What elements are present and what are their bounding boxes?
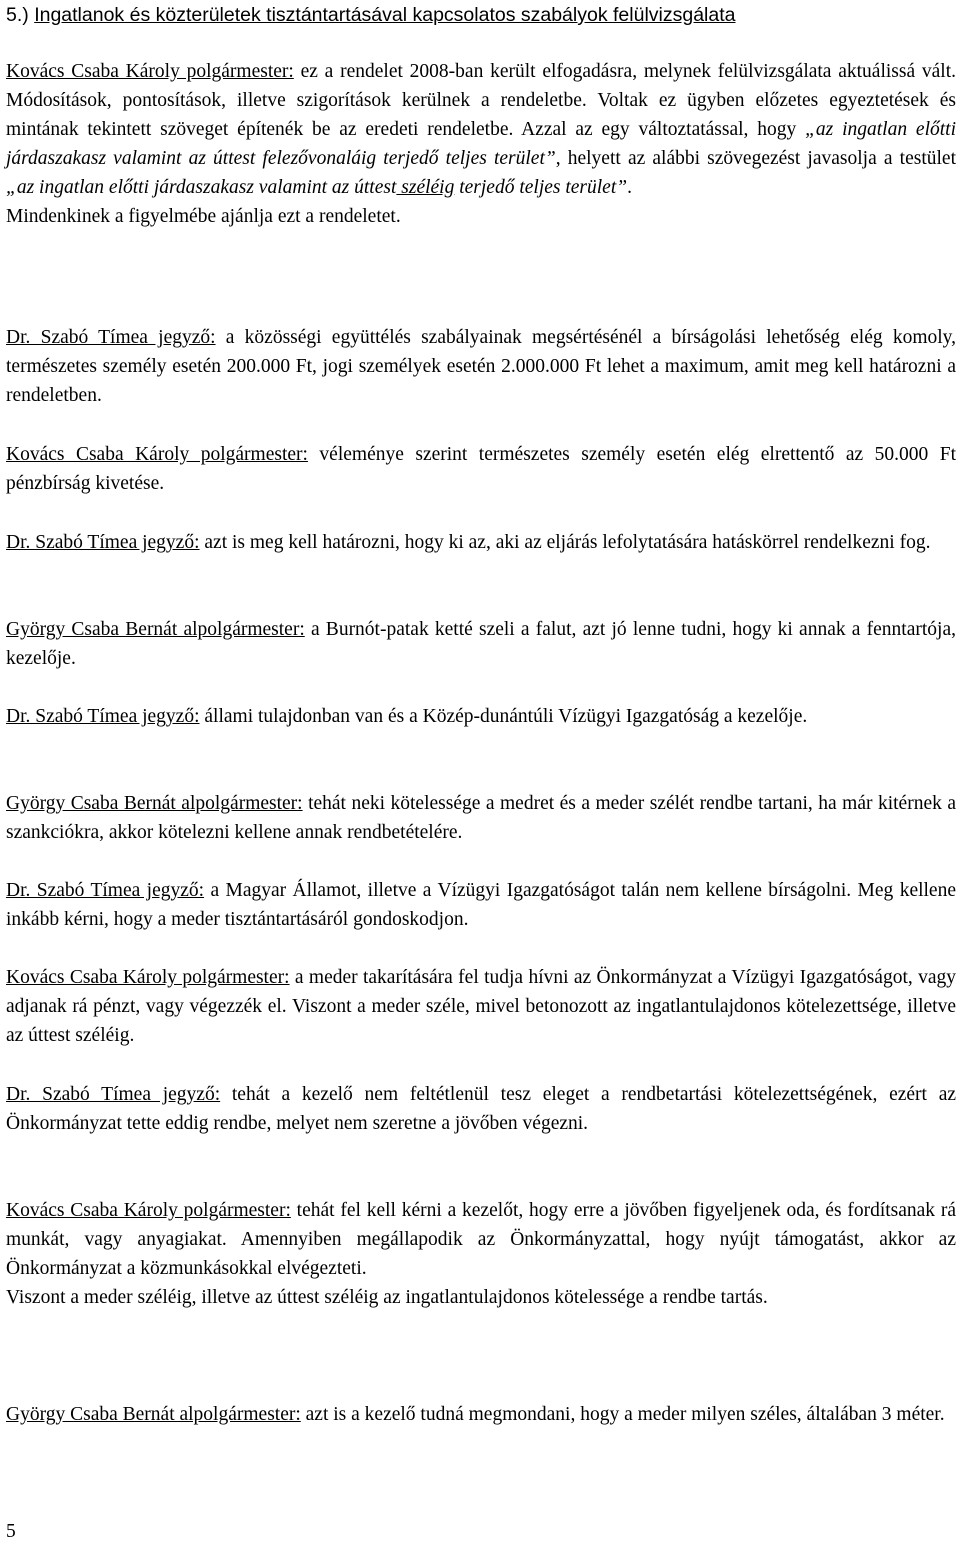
paragraph-6 [6, 702, 956, 731]
quote-proposed-emphasis: széléig [396, 177, 455, 198]
paragraph-5 [6, 615, 956, 673]
speaker-label: Kovács Csaba Károly polgármester: [6, 1200, 291, 1221]
paragraph-8 [6, 876, 956, 934]
quote-proposed-text: „az ingatlan előtti járdaszakasz valamint az úttest [6, 177, 397, 198]
speaker-label: György Csaba Bernát alpolgármester: [6, 619, 305, 640]
speaker-label: Dr. Szabó Tímea jegyző: [6, 706, 200, 727]
speaker-label: György Csaba Bernát alpolgármester: [6, 793, 303, 814]
paragraph-12 [6, 1400, 956, 1429]
section-heading [6, 2, 956, 28]
page-number: 5 [6, 1521, 16, 1542]
speaker-label: Kovács Csaba Károly polgármester: [6, 967, 290, 988]
paragraph-text: állami tulajdonban van és a Közép-dunántúli Vízügyi Igazgatóság a kezelője. [204, 706, 808, 727]
paragraph-text: tehát fel kell kérni a kezelőt, hogy erre a jövőben figyeljenek oda, és fordítsanak rá munkát, vagy anyagiakat. Amennyiben megállapodik az Önkormányzattal, hogy nyújt támogatást, akkor az Önkormányzat a közmunkásokkal elvégezteti. [6, 1200, 956, 1279]
section-number: 5.) [6, 4, 29, 26]
paragraph-text: Viszont a meder széléig, illetve az úttest széléig az ingatlantulajdonos kötelessége a rendbe tartás. [6, 1287, 768, 1308]
paragraph-text: azt is meg kell határozni, hogy ki az, aki az eljárás lefolytatására hatáskörrel rendelkezni fog. [204, 532, 931, 553]
paragraph-text: véleménye szerint természetes személy esetén elég elrettentő az 50.000 Ft pénzbírság kivetése. [6, 444, 957, 494]
paragraph-4 [6, 528, 956, 557]
speaker-label: Dr. Szabó Tímea jegyző: [6, 327, 216, 348]
paragraph-1 [6, 57, 956, 231]
section-title: Ingatlanok és közterületek tisztántartásával kapcsolatos szabályok felülvizsgálata [34, 4, 736, 26]
paragraph-text: a Burnót-patak ketté szeli a falut, azt jó lenne tudni, hogy ki annak a fenntartója, kezelője. [6, 619, 956, 669]
speaker-label: Dr. Szabó Tímea jegyző: [6, 880, 205, 901]
paragraph-text: , helyett az alábbi szövegezést javasolja a testület [555, 148, 956, 169]
paragraph-text: Mindenkinek a figyelmébe ajánlja ezt a rendeletet. [6, 206, 401, 227]
paragraph-text: a Magyar Államot, illetve a Vízügyi Igazgatóságot talán nem kellene bírságolni. Meg kellene inkább kérni, hogy a meder tisztántartásáról gondoskodjon. [6, 880, 956, 930]
speaker-label: Dr. Szabó Tímea jegyző: [6, 532, 200, 553]
paragraph-text: a meder takarítására fel tudja hívni az Önkormányzat a Vízügyi Igazgatóságot, vagy adjanak rá pénzt, vagy végezzék el. Viszont a meder széle, mivel betonozott az ingatlantulajdonos kötelezettsége, illetve az úttest széléig. [6, 967, 956, 1046]
quote-proposed-text-end: terjedő teljes terület” [454, 177, 628, 198]
paragraph-7 [6, 789, 956, 847]
paragraph-text: a közösségi együttélés szabályainak megsértésénél a bírságolási lehetőség elég komoly, természetes személy esetén 200.000 Ft, jogi személyek esetén 2.000.000 Ft lehet a maximum, amit meg kell határozni a rendeletben. [6, 327, 957, 406]
speaker-label: Dr. Szabó Tímea jegyző: [6, 1084, 221, 1105]
paragraph-9 [6, 963, 956, 1050]
paragraph-text: ez a rendelet 2008-ban került elfogadásra, melynek felülvizsgálata aktuálissá vált. Módosítások, pontosítások, illetve szigorítások kerülnek a rendeletbe. Voltak ez ügyben előzetes egyeztetések és mintának tekintett szöveget építenék be az eredeti rendeletbe. Azzal az egy változtatással, hogy [6, 61, 957, 140]
speaker-label: György Csaba Bernát alpolgármester: [6, 1404, 301, 1425]
paragraph-text: . [627, 177, 632, 198]
paragraph-10 [6, 1080, 956, 1138]
paragraph-2 [6, 323, 956, 410]
paragraph-3 [6, 440, 956, 498]
quote-original-text: „az ingatlan előtti járdaszakasz valamint az úttest felezővonaláig terjedő teljes terület” [6, 119, 956, 169]
speaker-label: Kovács Csaba Károly polgármester: [6, 444, 308, 465]
speaker-label: Kovács Csaba Károly polgármester: [6, 61, 294, 82]
paragraph-text: azt is a kezelő tudná megmondani, hogy a meder milyen széles, általában 3 méter. [305, 1404, 945, 1425]
paragraph-11 [6, 1196, 956, 1312]
paragraph-text: tehát a kezelő nem feltétlenül tesz eleget a rendbetartási kötelezettségének, ezért az Önkormányzat tette eddig rendbe, melyet nem szeretne a jövőben végezni. [6, 1084, 956, 1134]
paragraph-text: tehát neki kötelessége a medret és a meder szélét rendbe tartani, ha már kitérnek a szankciókra, akkor kötelezni kellene annak rendbetételére. [6, 793, 956, 843]
